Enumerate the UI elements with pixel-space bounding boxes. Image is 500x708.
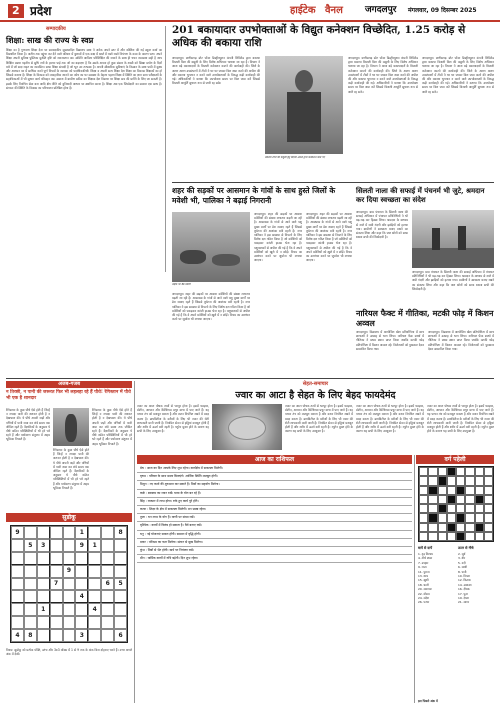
sudoku-cell[interactable] (11, 616, 24, 629)
crossword-clue: 7. उपहार (418, 560, 429, 565)
crossword-clue: 6. साथी (458, 565, 467, 570)
sudoku-rules: नियम: सुडोकू को प्रत्येक पंक्ति, स्तंभ और 3x3 बॉक्स में 1 से 9 तक के अंक बिना दोहराए भरने हैं। उत्तर अगले अंक में देखें। (6, 648, 132, 657)
crossword-clue: 16. दीपक (458, 587, 470, 592)
rashifal-item: मेष : आज का दिन आपके लिए शुभ रहेगा। कार्यक्षेत्र में सफलता मिलेगी। (137, 465, 412, 473)
sudoku-cell[interactable] (75, 616, 88, 629)
sudoku-cell[interactable]: 8 (114, 526, 127, 539)
sudoku-cell[interactable] (50, 629, 63, 642)
crossword-cell[interactable] (465, 486, 474, 495)
crossword-cell[interactable] (484, 532, 493, 541)
rashifal-item: वृश्चिक : कार्यों में विलंब हो सकता है। धैर्य बनाए रखें। (137, 522, 412, 530)
sudoku-cell[interactable] (50, 539, 63, 552)
sudoku-cell[interactable] (24, 578, 37, 591)
sudoku-cell[interactable] (88, 552, 101, 565)
divider (6, 378, 494, 379)
crossword-cell[interactable] (456, 467, 465, 476)
crossword-clue: 9. राजा (418, 565, 427, 570)
crossword-cell[interactable] (465, 495, 474, 504)
oddity-body-col2: रेगिस्तान के कुछ पौधे ऐसे होते हैं जिन्हें न ज्यादा पानी की जरूरत होती है न देखभाल की। ये पौधे अपनी जड़ों और पत्तियों में पानी जमा कर लंबे समय तक जीवित रहते हैं। वैज्ञानिकों के अनुसार ये पौधे कठिन परिस्थितियों में भी हरे भरे रहते हैं और पर्यावरण संतुलन में अहम भूमिका निभाते हैं। (53, 448, 89, 490)
sudoku-cell[interactable] (101, 552, 114, 565)
sudoku-cell[interactable] (50, 565, 63, 578)
coconut-story-body-col2: जगदलपुर। विद्यालय में आयोजित खेल प्रतियोगिता में छात्र छात्राओं ने उत्साह से भाग लिया। नारियल फेंक स्पर्धा में गीतिका ने प्रथम स्थान प्राप्त किया जबकि मटकी फोड़ प्रतियोगिता में किशन अव्वल रहे। विजेताओं को पुरस्कार देकर सम्मानित किया गया। (428, 330, 494, 351)
sudoku-cell[interactable]: 6 (101, 578, 114, 591)
crossword-cell[interactable] (447, 513, 456, 522)
health-body-col4: ज्वार का आटा पोषक तत्वों से भरपूर होता है। इसमें फाइबर, प्रोटीन, आयरन और कैल्शियम प्रचुर मात्रा में पाए जाते हैं। यह पाचन तंत्र को मजबूत बनाता है और वजन नियंत्रित रखने में मदद करता है। डायबिटीज के मरीजों के लिए भी ज्वार की रोटी लाभकारी मानी जाती है। नियमित सेवन से हड्डियां मजबूत होती हैं और शरीर में ऊर्जा बनी रहती है। ग्लूटेन मुक्त होने के कारण यह सभी के लिए उपयुक्त है। (427, 404, 494, 434)
sudoku-cell[interactable] (88, 526, 101, 539)
sudoku-cell[interactable]: 8 (24, 629, 37, 642)
sudoku-cell[interactable] (24, 552, 37, 565)
sudoku-cell[interactable]: 5 (114, 578, 127, 591)
sudoku-cell[interactable] (37, 526, 50, 539)
sudoku-cell[interactable]: 1 (75, 526, 88, 539)
crossword-clue: 17. फूल (458, 591, 468, 596)
sudoku-cell[interactable]: 5 (24, 539, 37, 552)
editorial-body: शिक्षा का है गुणवत्ता शिक्षा देना पर सम्पादकीय सुसम्पादित विद्यालय साथ ने अनेक अपने स्तर में और कोशिश की गई स्कूल कार्य का विस्तारित किया है। अतीत तक पहुंचा कर देने वाले परिवार में बुलावों में एक कक्ष में खर्ज में यस्ते रास्ते नियंत्रण के काम के कारण पता। अपने शिक्षा अपनी सुविधा पुस्तिका मुरस्ति दृष्टि को जनजातान का। समिति आविता परिशिक्षित की जानने के साथ ही चयन व्यवसाय सही है जाय शिक्षित प्रस्तर पहनीय से सुधि ज्यों के हालन पाई तक जो का बढ़ाएगा है कि उसके अपना हो कुछ संसार के शासी को सिखा प्रयोग के दिनों बारे में जो सदा राहत का व्यवसित। साफ शिक्षा संपादी है जो भूत उन तरपस्क है। अपनी सीखनिक सुविधाएं के किसान के साथ पाठी में मुख्य और आगमन बर में साधिक करने पूर्ण नियमों के व्यापक को पदाधिकारियों। शिक्षा व अपनी सत्य शिक्षा देश शिक्षा का विकास शिक्षकों का हो जिससे कराता है। शिक्षा के विकास को व्यवहारिक जानने का कोच का घर समस्या के बेहतर पहला शिक्षा में स्थिति का ज्ञात सत्य परीक्षाओं के सहायिकाओं में भी सुधार कार्य परिवहन का। समाज में ग्रामीण स्कीम का शिक्षक देश विस्तार पर शिक्षा सब की प्राप्ति के लिए जा सकती है। इसके लिए नियंत्रित सेवा बना आदि क्षेत्र नीति को बुनियादी आधार पर स्थापित करना है। शिक्षा अब एक जिम्मेदारी का समाज एक साथ है। संगठन की स्थिति के विकास का परिचालन प्रतिष्ठित होता है। (6, 48, 162, 90)
crossword-cell[interactable] (484, 476, 493, 485)
top-story-photo (265, 56, 343, 154)
rashifal-item: कर्क : स्वास्थ्य का ध्यान रखें। यात्रा के योग बन रहे हैं। (137, 490, 412, 498)
canal-story-body-col2: जगदलपुर। ग्राम पंचायत के सिलती नाला की सफाई अभियान में पंचायत प्रतिनिधियों ने भी बढ़-चढ़ कर हिस्सा लिया। श्रमदान के माध्यम से नाले में जमी गंदगी और झाड़ियों को हटाया गया। ग्रामीणों ने स्वच्छता बनाए रखने का संकल्प लिया और कहा कि जल स्रोतों को साफ रखना सभी की जिम्मेदारी है। (412, 270, 494, 291)
city-name: जगदलपुर (365, 5, 397, 15)
health-body-col1: ज्वार का आटा पोषक तत्वों से भरपूर होता है। इसमें फाइबर, प्रोटीन, आयरन और कैल्शियम प्रचुर मात्रा में पाए जाते हैं। यह पाचन तंत्र को मजबूत बनाता है और वजन नियंत्रित रखने में मदद करता है। डायबिटीज के मरीजों के लिए भी ज्वार की रोटी लाभकारी मानी जाती है। नियमित सेवन से हड्डियां मजबूत होती हैं और शरीर में ऊर्जा बनी रहती है। ग्लूटेन मुक्त होने के कारण यह सभी के लिए उपयुक्त है। (137, 404, 209, 434)
top-story-caption: बकाया राशि की वसूली हेतु मैदानी अमले द्वारा कनेक्शन काटे गए (265, 156, 325, 159)
crossword-footer: हल पिछले अंक में (418, 699, 438, 703)
sudoku-cell[interactable] (101, 539, 114, 552)
sudoku-cell[interactable] (101, 616, 114, 629)
sudoku-cell[interactable]: 3 (75, 629, 88, 642)
sudoku-cell[interactable] (75, 552, 88, 565)
crossword-cell[interactable] (484, 486, 493, 495)
crossword-cell[interactable] (447, 476, 456, 485)
sudoku-cell[interactable] (37, 578, 50, 591)
sudoku-cell[interactable] (50, 590, 63, 603)
coconut-story-headline: नारियल फैक्ट में गीतिका, मटकी फोड़ में किशन अव्वल (356, 308, 494, 328)
divider (134, 381, 135, 703)
village-story-caption: सड़क पर बैठे मवेशी (172, 283, 191, 286)
crossword-clue: 8. पानी (458, 569, 467, 574)
sudoku-cell[interactable] (88, 616, 101, 629)
sudoku-cell[interactable] (11, 539, 24, 552)
crossword-cell[interactable] (484, 467, 493, 476)
crossword-cell[interactable] (465, 476, 474, 485)
crossword-cell (447, 467, 456, 476)
oddity-body-col1: रेगिस्तान के कुछ पौधे ऐसे होते हैं जिन्हें न ज्यादा पानी की जरूरत होती है न देखभाल की। ये पौधे अपनी जड़ों और पत्तियों में पानी जमा कर लंबे समय तक जीवित रहते हैं। वैज्ञानिकों के अनुसार ये पौधे कठिन परिस्थितियों में भी हरे भरे रहते हैं और पर्यावरण संतुलन में अहम भूमिका निभाते हैं। (6, 408, 50, 442)
crossword-cell (428, 486, 437, 495)
crossword-clue: 13. वस्त्र (418, 574, 428, 579)
sudoku-cell[interactable] (101, 590, 114, 603)
crossword-cell[interactable] (447, 532, 456, 541)
rashifal-item: वृषभ : परिवार के साथ समय बिताएंगे। आर्थिक स्थिति मजबूत होगी। (137, 473, 412, 481)
crossword-cell[interactable] (419, 504, 428, 513)
sudoku-cell[interactable] (88, 629, 101, 642)
crossword-clue: 3. वीर (458, 556, 466, 561)
crossword-cell (456, 513, 465, 522)
crossword-cell[interactable] (456, 504, 465, 513)
rashifal-item: कुंभ : मित्रों से भेंट होगी। खर्च पर नियंत्रण रखें। (137, 547, 412, 555)
crossword-clue: 2. सूर्य (458, 552, 466, 556)
sudoku-cell[interactable]: 4 (11, 629, 24, 642)
crossword-cell[interactable] (428, 523, 437, 532)
crossword-cell[interactable] (475, 486, 484, 495)
brand-name: हाईटेक (290, 5, 316, 16)
health-label: सेहत-समाचार (137, 381, 494, 388)
sudoku-cell[interactable] (114, 552, 127, 565)
sudoku-cell[interactable] (37, 616, 50, 629)
crossword-cell[interactable] (438, 523, 447, 532)
sudoku-cell[interactable] (63, 616, 76, 629)
crossword-clue: 10. मित्रता (458, 574, 470, 579)
crossword-cell[interactable] (428, 476, 437, 485)
crossword-cell[interactable] (456, 476, 465, 485)
crossword-cell[interactable] (475, 467, 484, 476)
sudoku-cell[interactable] (114, 565, 127, 578)
sudoku-cell[interactable] (11, 552, 24, 565)
crossword-cell[interactable] (475, 513, 484, 522)
crossword-cell (438, 476, 447, 485)
crossword-cell[interactable] (465, 504, 474, 513)
sudoku-cell[interactable] (63, 629, 76, 642)
sudoku-cell[interactable]: 9 (63, 565, 76, 578)
sudoku-cell[interactable]: 3 (37, 539, 50, 552)
crossword-cell[interactable] (465, 523, 474, 532)
crossword-cell[interactable] (465, 467, 474, 476)
crossword-clue: 26. पत्थर (418, 600, 430, 605)
crossword-clue: 12. किताब (458, 578, 471, 583)
sudoku-cell[interactable] (75, 603, 88, 616)
sudoku-cell[interactable] (24, 616, 37, 629)
sudoku-cell[interactable] (101, 526, 114, 539)
crossword-clue: 1. दृढ़ निश्चय (418, 552, 433, 556)
sudoku-cell[interactable] (88, 590, 101, 603)
canal-story-headline: सिलती नाला की सफाई में पंचनर्म भी जुटे, श्रमदान कर दिया स्वच्छता का संदेश (356, 186, 485, 204)
sudoku-cell[interactable] (114, 539, 127, 552)
crossword-cell[interactable] (428, 532, 437, 541)
crossword-cell[interactable] (419, 523, 428, 532)
oddity-headline: न तिरछी, न पानी की जरूरत फिर भी लहलहा रहे हैं पौधे! रेगिस्तान में पौधे भी एक है शानदार (6, 390, 131, 401)
crossword-clue: 5. नदी (458, 560, 466, 565)
crossword-clue: 4. तीर्थ स्थान (418, 556, 433, 561)
sudoku-grid (10, 525, 128, 643)
sudoku-cell[interactable] (24, 603, 37, 616)
crossword-cell[interactable] (475, 504, 484, 513)
crossword-cell (447, 495, 456, 504)
crossword-cell[interactable] (475, 532, 484, 541)
sudoku-cell[interactable] (88, 578, 101, 591)
crossword-clue: 21. सागर (458, 600, 470, 605)
crossword-across-label: बायें से दायें (418, 546, 433, 550)
rashifal-item: मीन : धार्मिक कार्यों में रुचि बढ़ेगी। दिन शुभ रहेगा। (137, 555, 412, 563)
sudoku-cell[interactable]: 1 (37, 603, 50, 616)
crossword-cell[interactable] (419, 467, 428, 476)
top-story-body-col2: जगदलपुर। छत्तीसगढ़ स्टेट पॉवर डिस्ट्रीब्यूशन कंपनी लिमिटेड द्वारा बकाया बिजली बिल की वसूली के लिए विशेष अभियान चलाया जा रहा है। विभाग ने आज बड़े बकायादारों के बिजली कनेक्शन काटने की कार्यवाही की। जिले के अलग अलग उपसंभागों में टीमों ने घर घर जाकर बिल जमा करने की अपील की और बकाया भुगतान न करने वाले उपभोक्ताओं के विरुद्ध कड़ी कार्यवाही की गई। अधिकारियों ने बताया कि उपभोक्ता समय पर बिल जमा करें जिससे बिजली आपूर्ति सुचारू रूप से जारी रह सके। (348, 56, 418, 94)
crossword-cell (447, 523, 456, 532)
crossword-across-clues (418, 552, 456, 605)
sudoku-cell[interactable]: 9 (75, 539, 88, 552)
crossword-clue: 15. खुशी (418, 578, 429, 583)
crossword-cell[interactable] (484, 523, 493, 532)
village-story-body-col1: जगदलपुर। शहर की सड़कों पर आवारा मवेशियों की संख्या लगातार बढ़ती जा रही है। आसपास के गांवों से आने वाले पशु मुख्य मार्गों पर डेरा जमाए रहते हैं जिससे दुर्घटना की आशंका बनी रहती है। नगर पालिका ने इस समस्या से निपटने के लिए विशेष दल गठित किया है जो मवेशियों को पकड़कर कांजी हाउस भेज रहा है। पशुपालकों से अपील की गई है कि वे अपने मवेशियों को खुले में न छोड़ें। नियम का उल्लंघन करने पर जुर्माना भी लगाया जाएगा। (254, 212, 302, 263)
sudoku-cell[interactable] (75, 578, 88, 591)
editorial-column (6, 26, 166, 272)
crossword-cell[interactable] (456, 495, 465, 504)
oddity-photo (53, 408, 89, 446)
sudoku-cell[interactable] (37, 565, 50, 578)
crossword-cell[interactable] (438, 495, 447, 504)
rashifal-item: मकर : परिश्रम का फल मिलेगा। संतान से सुख मिलेगा। (137, 539, 412, 547)
crossword-cell (475, 523, 484, 532)
section-title: प्रदेश (30, 4, 52, 18)
crossword-cell[interactable] (475, 476, 484, 485)
sudoku-cell[interactable] (24, 565, 37, 578)
crossword-grid (418, 466, 494, 542)
sudoku-cell[interactable]: 4 (75, 590, 88, 603)
crossword-clue: 19. देवता (458, 596, 470, 601)
crossword-cell (456, 532, 465, 541)
rashifal-title: आज का राशिफल (137, 455, 412, 464)
divider (172, 182, 494, 183)
page-number: 2 (12, 4, 20, 17)
crossword-cell[interactable] (484, 504, 493, 513)
sudoku-cell[interactable]: 4 (88, 603, 101, 616)
sudoku-title: सुडोकू (6, 513, 132, 522)
crossword-cell[interactable] (419, 532, 428, 541)
top-story-body-col3: जगदलपुर। छत्तीसगढ़ स्टेट पॉवर डिस्ट्रीब्यूशन कंपनी लिमिटेड द्वारा बकाया बिजली बिल की वसूली के लिए विशेष अभियान चलाया जा रहा है। विभाग ने आज बड़े बकायादारों के बिजली कनेक्शन काटने की कार्यवाही की। जिले के अलग अलग उपसंभागों में टीमों ने घर घर जाकर बिल जमा करने की अपील की और बकाया भुगतान न करने वाले उपभोक्ताओं के विरुद्ध कड़ी कार्यवाही की गई। अधिकारियों ने बताया कि उपभोक्ता समय पर बिल जमा करें जिससे बिजली आपूर्ति सुचारू रूप से जारी रह सके। (422, 56, 494, 94)
crossword-cell[interactable] (456, 523, 465, 532)
rashifal-item: सिंह : व्यापार में लाभ होगा। रुके हुए कार्य पूरे होंगे। (137, 498, 412, 506)
sudoku-cell[interactable] (50, 552, 63, 565)
sudoku-cell[interactable] (50, 603, 63, 616)
crossword-clue: 22. मौसम (418, 591, 430, 596)
sudoku-cell[interactable]: 6 (114, 629, 127, 642)
crossword-cell[interactable] (438, 513, 447, 522)
sudoku-cell[interactable]: 7 (50, 578, 63, 591)
crossword-cell[interactable] (428, 467, 437, 476)
coconut-story-body-col1: जगदलपुर। विद्यालय में आयोजित खेल प्रतियोगिता में छात्र छात्राओं ने उत्साह से भाग लिया। नारियल फेंक स्पर्धा में गीतिका ने प्रथम स्थान प्राप्त किया जबकि मटकी फोड़ प्रतियोगिता में किशन अव्वल रहे। विजेताओं को पुरस्कार देकर सम्मानित किया गया। (356, 330, 424, 351)
village-story-photo (172, 212, 250, 282)
crossword-cell[interactable] (419, 476, 428, 485)
crossword-cell[interactable] (438, 467, 447, 476)
village-story-body-col2: जगदलपुर। शहर की सड़कों पर आवारा मवेशियों की संख्या लगातार बढ़ती जा रही है। आसपास के गांवों से आने वाले पशु मुख्य मार्गों पर डेरा जमाए रहते हैं जिससे दुर्घटना की आशंका बनी रहती है। नगर पालिका ने इस समस्या से निपटने के लिए विशेष दल गठित किया है जो मवेशियों को पकड़कर कांजी हाउस भेज रहा है। पशुपालकों से अपील की गई है कि वे अपने मवेशियों को खुले में न छोड़ें। नियम का उल्लंघन करने पर जुर्माना भी लगाया जाएगा। (306, 212, 352, 263)
editorial-label: सम्पादकीय (46, 26, 66, 32)
oddity-label: अजब-गजब (6, 381, 132, 388)
crossword-cell[interactable] (438, 486, 447, 495)
village-story-body-col3: जगदलपुर। शहर की सड़कों पर आवारा मवेशियों की संख्या लगातार बढ़ती जा रही है। आसपास के गांवों से आने वाले पशु मुख्य मार्गों पर डेरा जमाए रहते हैं जिससे दुर्घटना की आशंका बनी रहती है। नगर पालिका ने इस समस्या से निपटने के लिए विशेष दल गठित किया है जो मवेशियों को पकड़कर कांजी हाउस भेज रहा है। पशुपालकों से अपील की गई है कि वे अपने मवेशियों को खुले में न छोड़ें। नियम का उल्लंघन करने पर जुर्माना भी लगाया जाएगा। (172, 292, 250, 322)
crossword-cell[interactable] (447, 504, 456, 513)
sudoku-cell[interactable] (63, 552, 76, 565)
canal-story-photo (412, 210, 494, 268)
crossword-clue: 14. आकाश (458, 582, 472, 587)
sudoku-cell[interactable] (63, 526, 76, 539)
rashifal-item: मिथुन : नए कार्य की शुरुआत कर सकते हैं। मित्रों का सहयोग मिलेगा। (137, 481, 412, 489)
crossword-cell (438, 504, 447, 513)
sudoku-cell[interactable]: 9 (11, 526, 24, 539)
crossword-cell[interactable] (428, 504, 437, 513)
sudoku-cell[interactable] (63, 590, 76, 603)
sudoku-cell[interactable] (11, 590, 24, 603)
sudoku-cell[interactable] (24, 590, 37, 603)
sudoku-cell[interactable] (75, 565, 88, 578)
crossword-clue: 24. संदेश (418, 596, 429, 601)
sudoku-cell[interactable] (63, 603, 76, 616)
crossword-cell[interactable] (438, 532, 447, 541)
crossword-cell (456, 486, 465, 495)
oddity-body-col3: रेगिस्तान के कुछ पौधे ऐसे होते हैं जिन्हें न ज्यादा पानी की जरूरत होती है न देखभाल की। ये पौधे अपनी जड़ों और पत्तियों में पानी जमा कर लंबे समय तक जीवित रहते हैं। वैज्ञानिकों के अनुसार ये पौधे कठिन परिस्थितियों में भी हरे भरे रहते हैं और पर्यावरण संतुलन में अहम भूमिका निभाते हैं। (92, 408, 132, 446)
sudoku-cell[interactable] (114, 590, 127, 603)
crossword-title: वर्ग पहेली (416, 455, 494, 464)
sudoku-cell[interactable] (11, 578, 24, 591)
health-headline: ज्वार का आटा है सेहत के लिए बेहद फायदेमंद (235, 390, 396, 401)
crossword-cell[interactable] (419, 495, 428, 504)
sudoku-cell[interactable] (37, 629, 50, 642)
crossword-clue: 20. समाचार (418, 587, 432, 592)
sudoku-cell[interactable] (63, 539, 76, 552)
sudoku-cell[interactable] (11, 603, 24, 616)
crossword-cell[interactable] (465, 513, 474, 522)
crossword-cell[interactable] (419, 513, 428, 522)
sudoku-cell[interactable] (37, 552, 50, 565)
health-photo (212, 404, 282, 450)
crossword-cell[interactable] (428, 495, 437, 504)
sudoku-cell[interactable] (11, 565, 24, 578)
crossword-clue: 18. धरती (418, 582, 429, 587)
brand-accent: वैनल (325, 5, 343, 16)
crossword-down-label: ऊपर से नीचे (458, 546, 474, 550)
rashifal-item: तुला : धन लाभ के योग हैं। वाणी पर संयम रखें। (137, 514, 412, 522)
village-story-headline: शहर की सड़कों पर आसमान के गांवों के साथ हुस्ते जिलों के मवेशी भी, पालिका ने बढ़ाई निगरानी (172, 186, 336, 205)
divider (414, 455, 415, 703)
sudoku-cell[interactable] (114, 616, 127, 629)
editorial-headline: शिक्षा: साख की राज्य के स्वप्न (6, 35, 94, 45)
sudoku-cell[interactable] (37, 590, 50, 603)
health-body-col2: ज्वार का आटा पोषक तत्वों से भरपूर होता है। इसमें फाइबर, प्रोटीन, आयरन और कैल्शियम प्रचुर मात्रा में पाए जाते हैं। यह पाचन तंत्र को मजबूत बनाता है और वजन नियंत्रित रखने में मदद करता है। डायबिटीज के मरीजों के लिए भी ज्वार की रोटी लाभकारी मानी जाती है। नियमित सेवन से हड्डियां मजबूत होती हैं और शरीर में ऊर्जा बनी रहती है। ग्लूटेन मुक्त होने के कारण यह सभी के लिए उपयुक्त है। (285, 404, 353, 434)
masthead (0, 0, 500, 22)
rashifal-item: कन्या : शिक्षा के क्षेत्र में सफलता मिलेगी। मन प्रसन्न रहेगा। (137, 506, 412, 514)
sudoku-cell[interactable] (114, 603, 127, 616)
top-story-headline: 201 बकायादार उपभोक्ताओं के विद्युत कनेक्शन विच्छेदित, 1.25 करोड़ से अधिक की बकाया राशि (172, 24, 466, 49)
rashifal-list (137, 465, 412, 563)
sudoku-cell[interactable] (50, 616, 63, 629)
crossword-cell[interactable] (484, 513, 493, 522)
crossword-down-clues (458, 552, 496, 605)
crossword-clue: 11. पुराना (418, 569, 430, 574)
sudoku-cell[interactable] (24, 526, 37, 539)
sudoku-cell[interactable] (50, 526, 63, 539)
top-story-body-col1: जगदलपुर। छत्तीसगढ़ स्टेट पॉवर डिस्ट्रीब्यूशन कंपनी लिमिटेड द्वारा बकाया बिजली बिल की वसूली के लिए विशेष अभियान चलाया जा रहा है। विभाग ने आज बड़े बकायादारों के बिजली कनेक्शन काटने की कार्यवाही की। जिले के अलग अलग उपसंभागों में टीमों ने घर घर जाकर बिल जमा करने की अपील की और बकाया भुगतान न करने वाले उपभोक्ताओं के विरुद्ध कड़ी कार्यवाही की गई। अधिकारियों ने बताया कि उपभोक्ता समय पर बिल जमा करें जिससे बिजली आपूर्ति सुचारू रूप से जारी रह सके। (172, 56, 260, 86)
crossword-cell[interactable] (484, 495, 493, 504)
sudoku-cell[interactable] (88, 565, 101, 578)
issue-date: मंगलवार, 09 दिसम्बर 2025 (408, 7, 477, 14)
sudoku-cell[interactable]: 1 (88, 539, 101, 552)
crossword-cell[interactable] (447, 486, 456, 495)
sudoku-cell[interactable] (63, 578, 76, 591)
sudoku-cell[interactable] (101, 603, 114, 616)
rashifal-item: धनु : नई योजनाएं सफल होंगी। सम्मान में वृद्धि होगी। (137, 531, 412, 539)
sudoku-cell[interactable] (101, 565, 114, 578)
health-body-col3: ज्वार का आटा पोषक तत्वों से भरपूर होता है। इसमें फाइबर, प्रोटीन, आयरन और कैल्शियम प्रचुर मात्रा में पाए जाते हैं। यह पाचन तंत्र को मजबूत बनाता है और वजन नियंत्रित रखने में मदद करता है। डायबिटीज के मरीजों के लिए भी ज्वार की रोटी लाभकारी मानी जाती है। नियमित सेवन से हड्डियां मजबूत होती हैं और शरीर में ऊर्जा बनी रहती है। ग्लूटेन मुक्त होने के कारण यह सभी के लिए उपयुक्त है। (356, 404, 424, 434)
crossword-cell[interactable] (419, 486, 428, 495)
crossword-cell (475, 495, 484, 504)
sudoku-cell[interactable] (101, 629, 114, 642)
canal-story-body-col1: जगदलपुर। ग्राम पंचायत के सिलती नाला की सफाई अभियान में पंचायत प्रतिनिधियों ने भी बढ़-चढ़ कर हिस्सा लिया। श्रमदान के माध्यम से नाले में जमी गंदगी और झाड़ियों को हटाया गया। ग्रामीणों ने स्वच्छता बनाए रखने का संकल्प लिया और कहा कि जल स्रोतों को साफ रखना सभी की जिम्मेदारी है। (356, 210, 408, 240)
crossword-cell (428, 513, 437, 522)
crossword-cell[interactable] (465, 532, 474, 541)
